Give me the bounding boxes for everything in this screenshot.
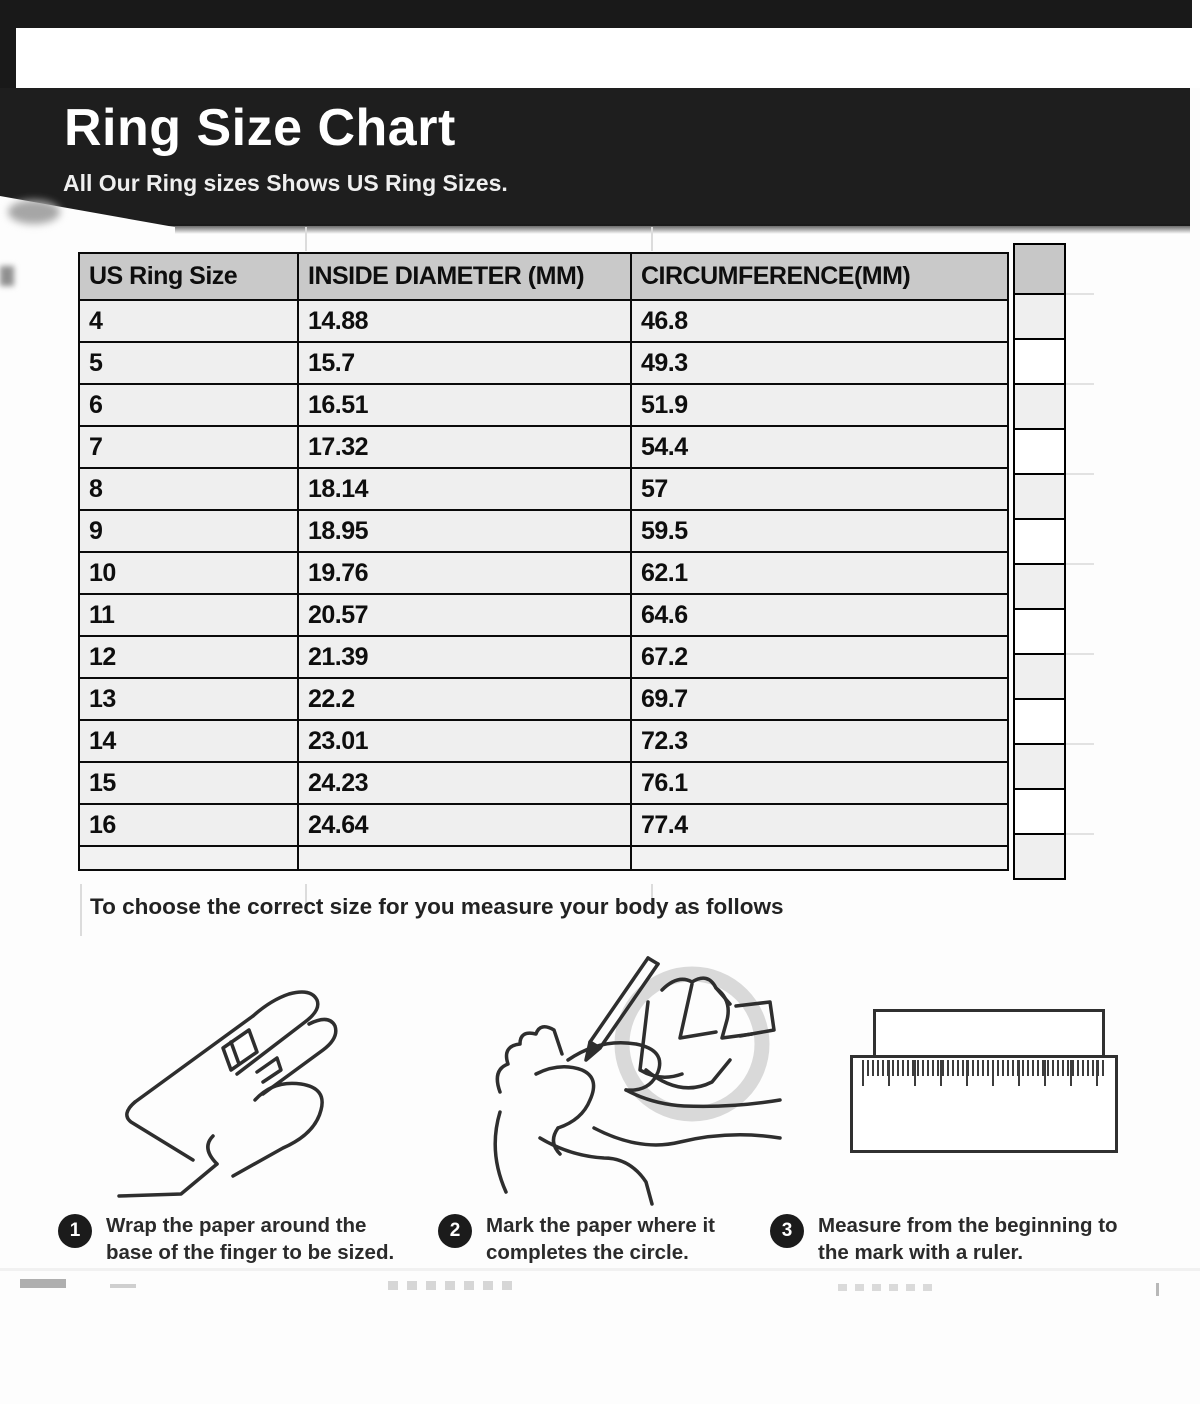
step-number-badge: 1 [58,1214,92,1248]
column-header: INSIDE DIAMETER (MM) [298,253,631,300]
step-text-line: Mark the paper where it [486,1214,715,1237]
step-number-badge: 2 [438,1214,472,1248]
artifact-cell [1015,475,1064,520]
table-cell: 14 [79,720,298,762]
table-cell: 11 [79,594,298,636]
table-cell: 21.39 [298,636,631,678]
page-title: Ring Size Chart [64,99,456,157]
table-cell: 5 [79,342,298,384]
ruler-body [850,1055,1118,1153]
faded-mark [1156,1283,1159,1296]
faded-mark [838,1284,934,1291]
step-text-line: completes the circle. [486,1241,689,1264]
table-row [79,552,1008,594]
table-cell: 64.6 [631,594,1008,636]
gridline [1066,293,1094,295]
table-cell: 12 [79,636,298,678]
step-text [106,1212,394,1266]
table-cell: 17.32 [298,426,631,468]
table-cell: 67.2 [631,636,1008,678]
table-cell: 18.14 [298,468,631,510]
table-cell: 77.4 [631,804,1008,846]
table-cell: 24.64 [298,804,631,846]
table-cell [298,846,631,870]
table-cell: 23.01 [298,720,631,762]
table-cell: 20.57 [298,594,631,636]
table-cell: 15.7 [298,342,631,384]
step-number-badge: 3 [770,1214,804,1248]
step-text [818,1212,1118,1266]
step-item-1 [58,1212,438,1266]
gridline [1066,563,1094,565]
artifact-cell [1015,385,1064,430]
gridline [80,884,82,936]
table-cell: 24.23 [298,762,631,804]
artifact-cell [1015,340,1064,385]
table-cell [631,846,1008,870]
column-header: CIRCUMFERENCE(MM) [631,253,1008,300]
table-cell: 76.1 [631,762,1008,804]
table-cell: 22.2 [298,678,631,720]
table-cell: 49.3 [631,342,1008,384]
gridline [1066,743,1094,745]
ruler-illustration [845,1003,1125,1155]
ring-size-table [78,252,1009,871]
step-text-line: the mark with a ruler. [818,1241,1024,1264]
artifact-cell [1015,745,1064,790]
table-row [79,720,1008,762]
step-text [486,1212,715,1266]
table-row [79,384,1008,426]
artifact-cell [1015,790,1064,835]
faded-mark [0,1268,1200,1271]
table-row [79,678,1008,720]
table-cell: 18.95 [298,510,631,552]
faded-mark [110,1284,136,1288]
table-row [79,300,1008,342]
table-row [79,594,1008,636]
table-row [79,426,1008,468]
artifact-cell [1015,295,1064,340]
table-row [79,804,1008,846]
table-cell: 4 [79,300,298,342]
top-black-bar [0,0,1192,28]
gridline [651,227,653,251]
smudge-mark [8,200,60,224]
table-cell: 8 [79,468,298,510]
artifact-cell [1015,245,1064,295]
table-cell: 69.7 [631,678,1008,720]
pencil-mark-illustration [440,942,785,1210]
column-header: US Ring Size [79,253,298,300]
gridline [1066,383,1094,385]
step-item-3 [770,1212,1170,1266]
table-cell: 51.9 [631,384,1008,426]
artifact-cell [1015,520,1064,565]
table-row [79,510,1008,552]
page-subtitle: All Our Ring sizes Shows US Ring Sizes. [63,170,508,196]
table-cell: 54.4 [631,426,1008,468]
step-item-2 [438,1212,768,1266]
artifact-cell [1015,610,1064,655]
spreadsheet-artifact-column [1013,243,1066,880]
table-cell: 9 [79,510,298,552]
artifact-cell [1015,835,1064,880]
table-cell: 7 [79,426,298,468]
artifact-cell [1015,700,1064,745]
hand-with-paper-strip-illustration [105,952,375,1202]
step-text-line: base of the finger to be sized. [106,1241,395,1264]
gridline [1066,833,1094,835]
table-cell: 62.1 [631,552,1008,594]
table-cell: 14.88 [298,300,631,342]
section-heading: To choose the correct size for you measure your body as follows [90,894,784,919]
table-cell: 19.76 [298,552,631,594]
table-row [79,342,1008,384]
table-cell: 16.51 [298,384,631,426]
table-row [79,636,1008,678]
table-cell: 57 [631,468,1008,510]
table-cell: 72.3 [631,720,1008,762]
table-cell: 16 [79,804,298,846]
table-empty-row [79,846,1008,870]
artifact-cell [1015,655,1064,700]
faded-mark [388,1281,514,1290]
table-row [79,762,1008,804]
table-cell [79,846,298,870]
step-text-line: Measure from the beginning to [818,1214,1118,1237]
table-cell: 46.8 [631,300,1008,342]
table-cell: 15 [79,762,298,804]
table-cell: 13 [79,678,298,720]
artifact-cell [1015,430,1064,475]
ruler-ticks [862,1060,1106,1076]
table-header-row [79,253,1008,300]
white-gap [16,28,1200,88]
gridline [305,227,307,251]
gridline [1066,653,1094,655]
table-cell: 59.5 [631,510,1008,552]
title-band [0,88,1190,226]
smudge-mark [0,266,14,286]
artifact-cell [1015,565,1064,610]
step-text-line: Wrap the paper around the [106,1214,367,1237]
table-row [79,468,1008,510]
faded-mark [20,1279,66,1288]
gridline [1066,473,1094,475]
table-cell: 6 [79,384,298,426]
table-cell: 10 [79,552,298,594]
